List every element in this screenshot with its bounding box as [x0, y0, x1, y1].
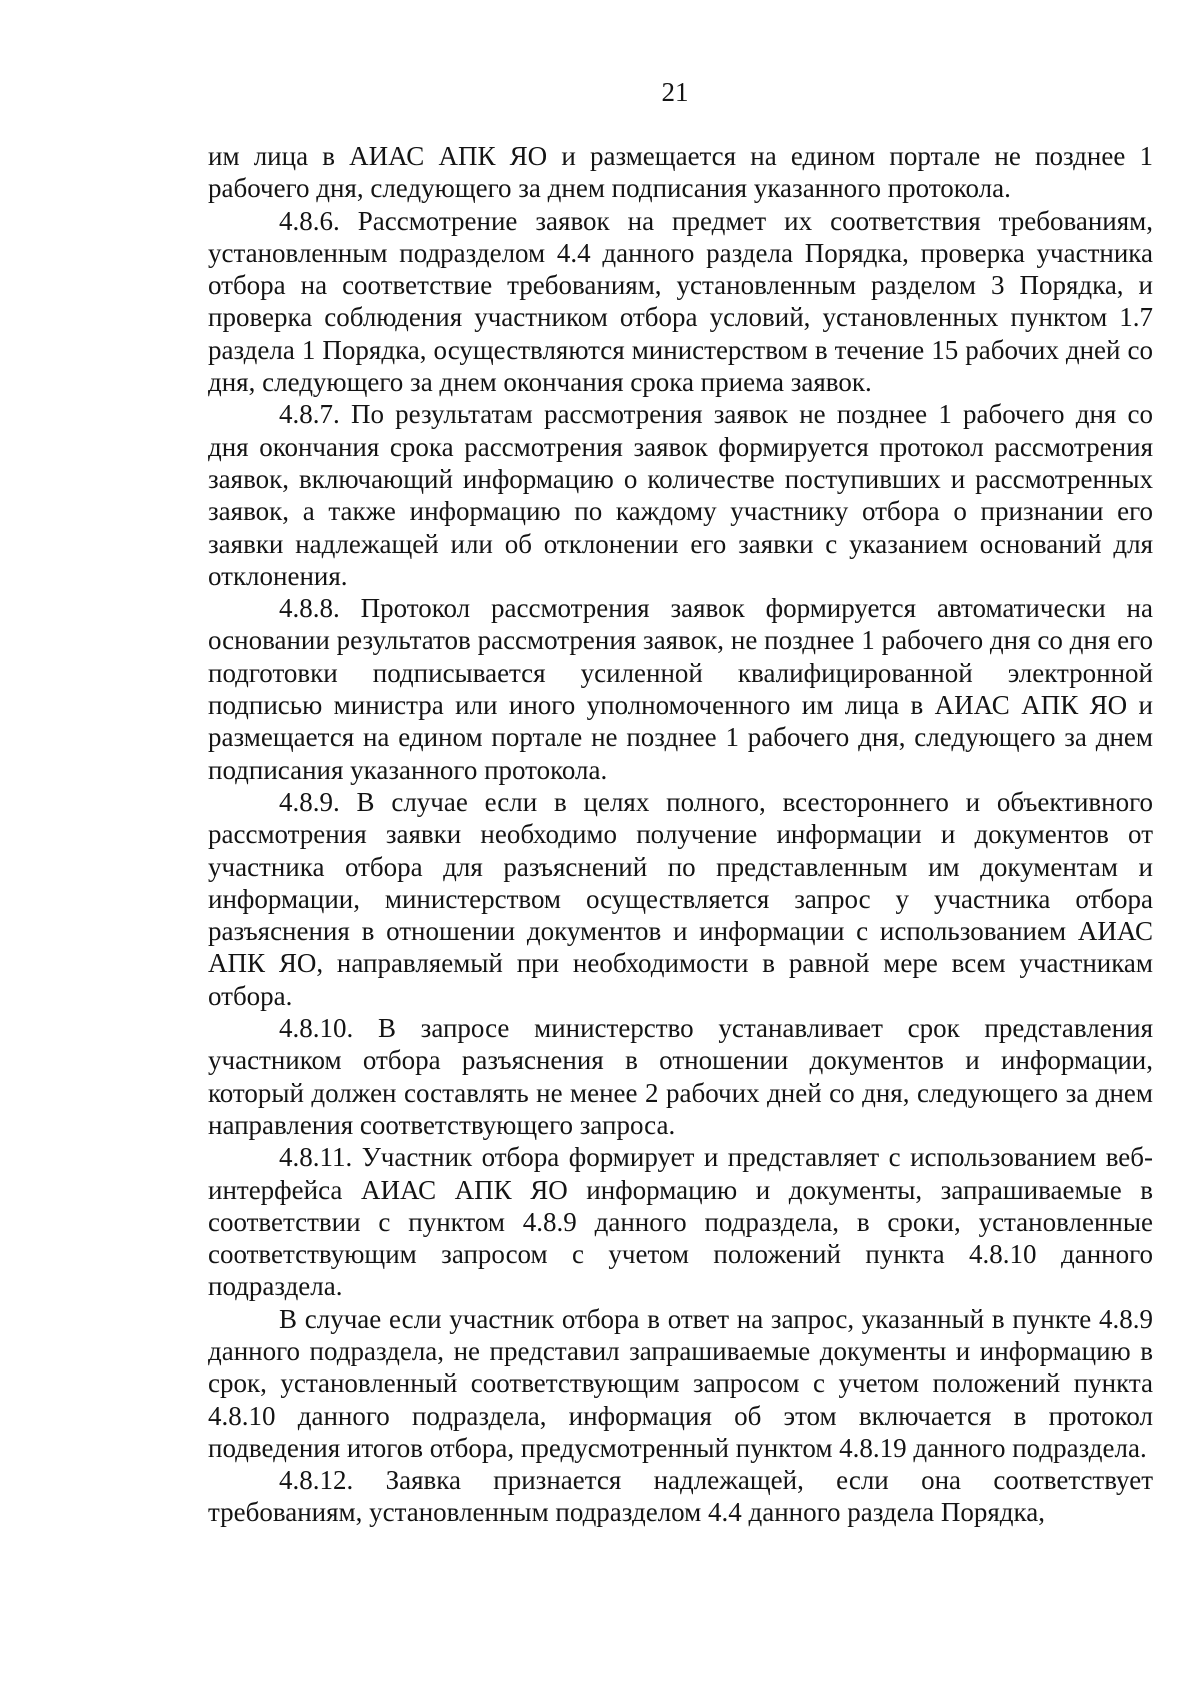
paragraph-4-8-11: 4.8.11. Участник отбора формирует и представляет с использованием веб-интерфейса АИАС АПК ЯО информацию и документы, запрашиваемые в соответствии с пунктом 4.8.9 данного подраздела, в сроки, установленные соответствующим запросом с учетом положений пункта 4.8.10 данного подраздела.	[208, 1142, 1153, 1302]
paragraph-4-8-6: 4.8.6. Рассмотрение заявок на предмет их соответствия требованиям, установленным подразделом 4.4 данного раздела Порядка, проверка участника отбора на соответствие требованиям, установленным разделом 3 Порядка, и проверка соблюдения участником отбора условий, установленных пунктом 1.7 раздела 1 Порядка, осуществляются министерством в течение 15 рабочих дней со дня, следующего за днем окончания срока приема заявок.	[208, 205, 1153, 398]
paragraph-4-8-7: 4.8.7. По результатам рассмотрения заявок не позднее 1 рабочего дня со дня окончания срока рассмотрения заявок формируется протокол рассмотрения заявок, включающий информацию о количестве поступивших и рассмотренных заявок, а также информацию по каждому участнику отбора о признании его заявки надлежащей или об отклонении его заявки с указанием оснований для отклонения.	[208, 399, 1153, 591]
paragraph-4-8-11-case: В случае если участник отбора в ответ на запрос, указанный в пункте 4.8.9 данного подраздела, не представил запрашиваемые документы и информацию в срок, установленный соответствующим запросом с учетом положений пункта 4.8.10 данного подраздела, информация об этом включается в протокол подведения итогов отбора, предусмотренный пунктом 4.8.19 данного подраздела.	[208, 1303, 1153, 1463]
paragraph-4-8-12: 4.8.12. Заявка признается надлежащей, если она соответствует требованиям, установленным подразделом 4.4 данного раздела Порядка,	[208, 1465, 1153, 1528]
paragraph-4-8-9: 4.8.9. В случае если в целях полного, всестороннего и объективного рассмотрения заявки необходимо получение информации и документов от участника отбора для разъяснений по представленным им документам и информации, министерством осуществляется запрос у участника отбора разъяснения в отношении документов и информации с использованием АИАС АПК ЯО, направляемый при необходимости в равной мере всем участникам отбора.	[208, 786, 1153, 1011]
document-body	[208, 140, 1153, 1529]
paragraph-4-8-10: 4.8.10. В запросе министерство устанавливает срок представления участником отбора разъяснения в отношении документов и информации, который должен составлять не менее 2 рабочих дней со дня, следующего за днем направления соответствующего запроса.	[208, 1013, 1153, 1140]
paragraph-continuation: им лица в АИАС АПК ЯО и размещается на едином портале не позднее 1 рабочего дня, следующего за днем подписания указанного протокола.	[208, 141, 1153, 204]
page-number: 21	[661, 77, 689, 107]
paragraph-4-8-8: 4.8.8. Протокол рассмотрения заявок формируется автоматически на основании результатов рассмотрения заявок, не позднее 1 рабочего дня со дня его подготовки подписывается усиленной квалифицированной электронной подписью министра или иного уполномоченного им лица в АИАС АПК ЯО и размещается на едином портале не позднее 1 рабочего дня, следующего за днем подписания указанного протокола.	[208, 593, 1153, 785]
